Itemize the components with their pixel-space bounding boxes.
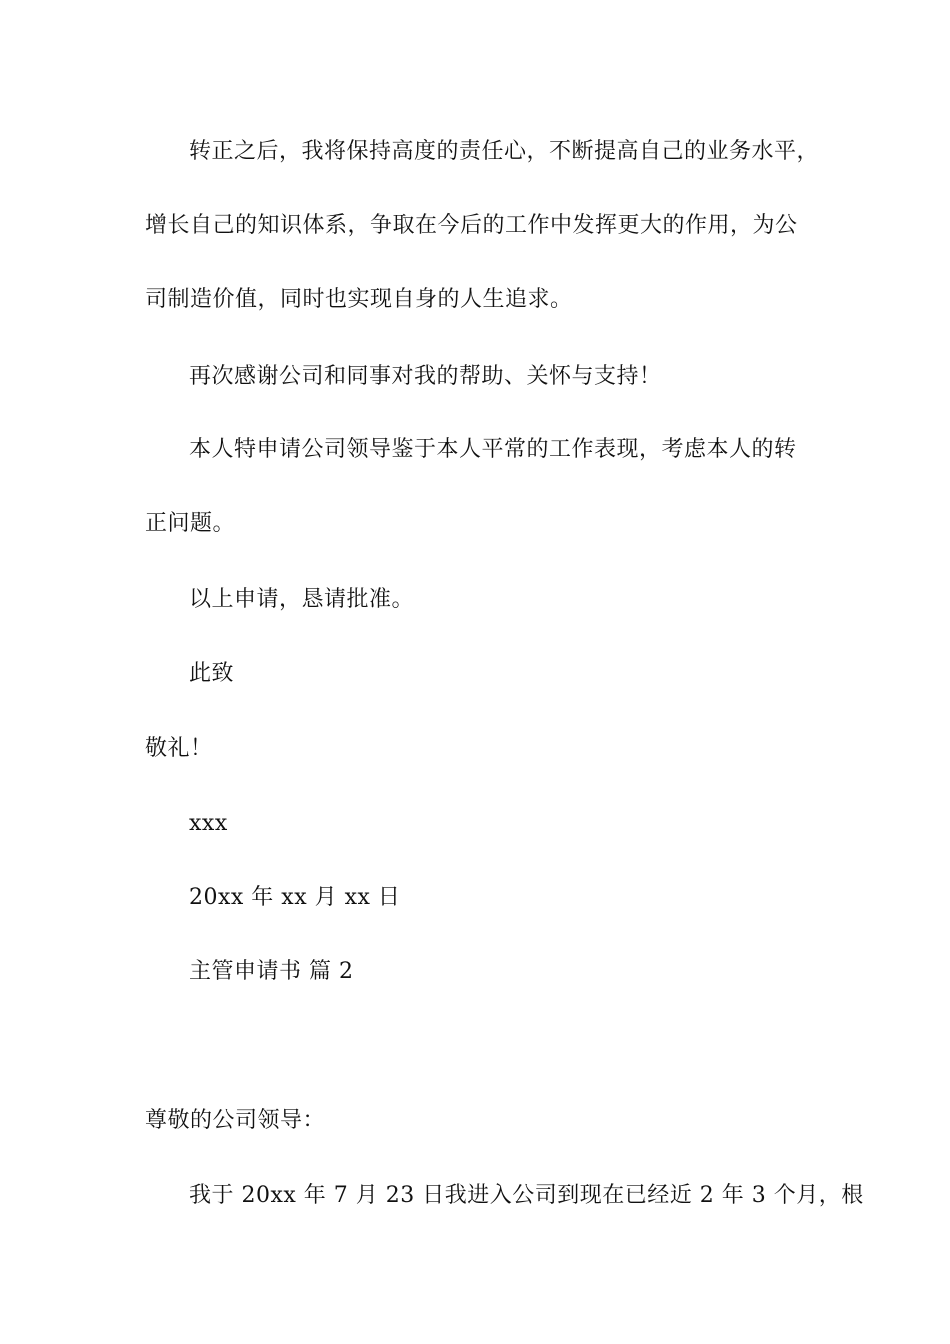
- paragraph-line: 我于 20xx 年 7 月 23 日我进入公司到现在已经近 2 年 3 个月，根: [189, 1183, 864, 1208]
- signature-name: xxx: [189, 811, 228, 836]
- paragraph-line: 以上申请，恳请批准。: [189, 587, 415, 612]
- paragraph-line: 正问题。: [145, 511, 236, 536]
- paragraph-line: 本人特申请公司领导鉴于本人平常的工作表现，考虑本人的转: [189, 437, 797, 462]
- paragraph-line: 增长自己的知识体系，争取在今后的工作中发挥更大的作用，为公: [145, 213, 798, 238]
- section-title: 主管申请书 篇 2: [189, 959, 354, 984]
- signature-date: 20xx 年 xx 月 xx 日: [189, 885, 401, 910]
- paragraph-line: 转正之后，我将保持高度的责任心，不断提高自己的业务水平，: [189, 139, 820, 164]
- greeting-line: 尊敬的公司领导：: [145, 1108, 326, 1133]
- paragraph-line: 再次感谢公司和同事对我的帮助、关怀与支持！: [189, 364, 662, 389]
- paragraph-line: 司制造价值，同时也实现自身的人生追求。: [145, 287, 573, 312]
- closing-regards: 敬礼！: [145, 736, 213, 761]
- closing-salutation: 此致: [189, 661, 235, 686]
